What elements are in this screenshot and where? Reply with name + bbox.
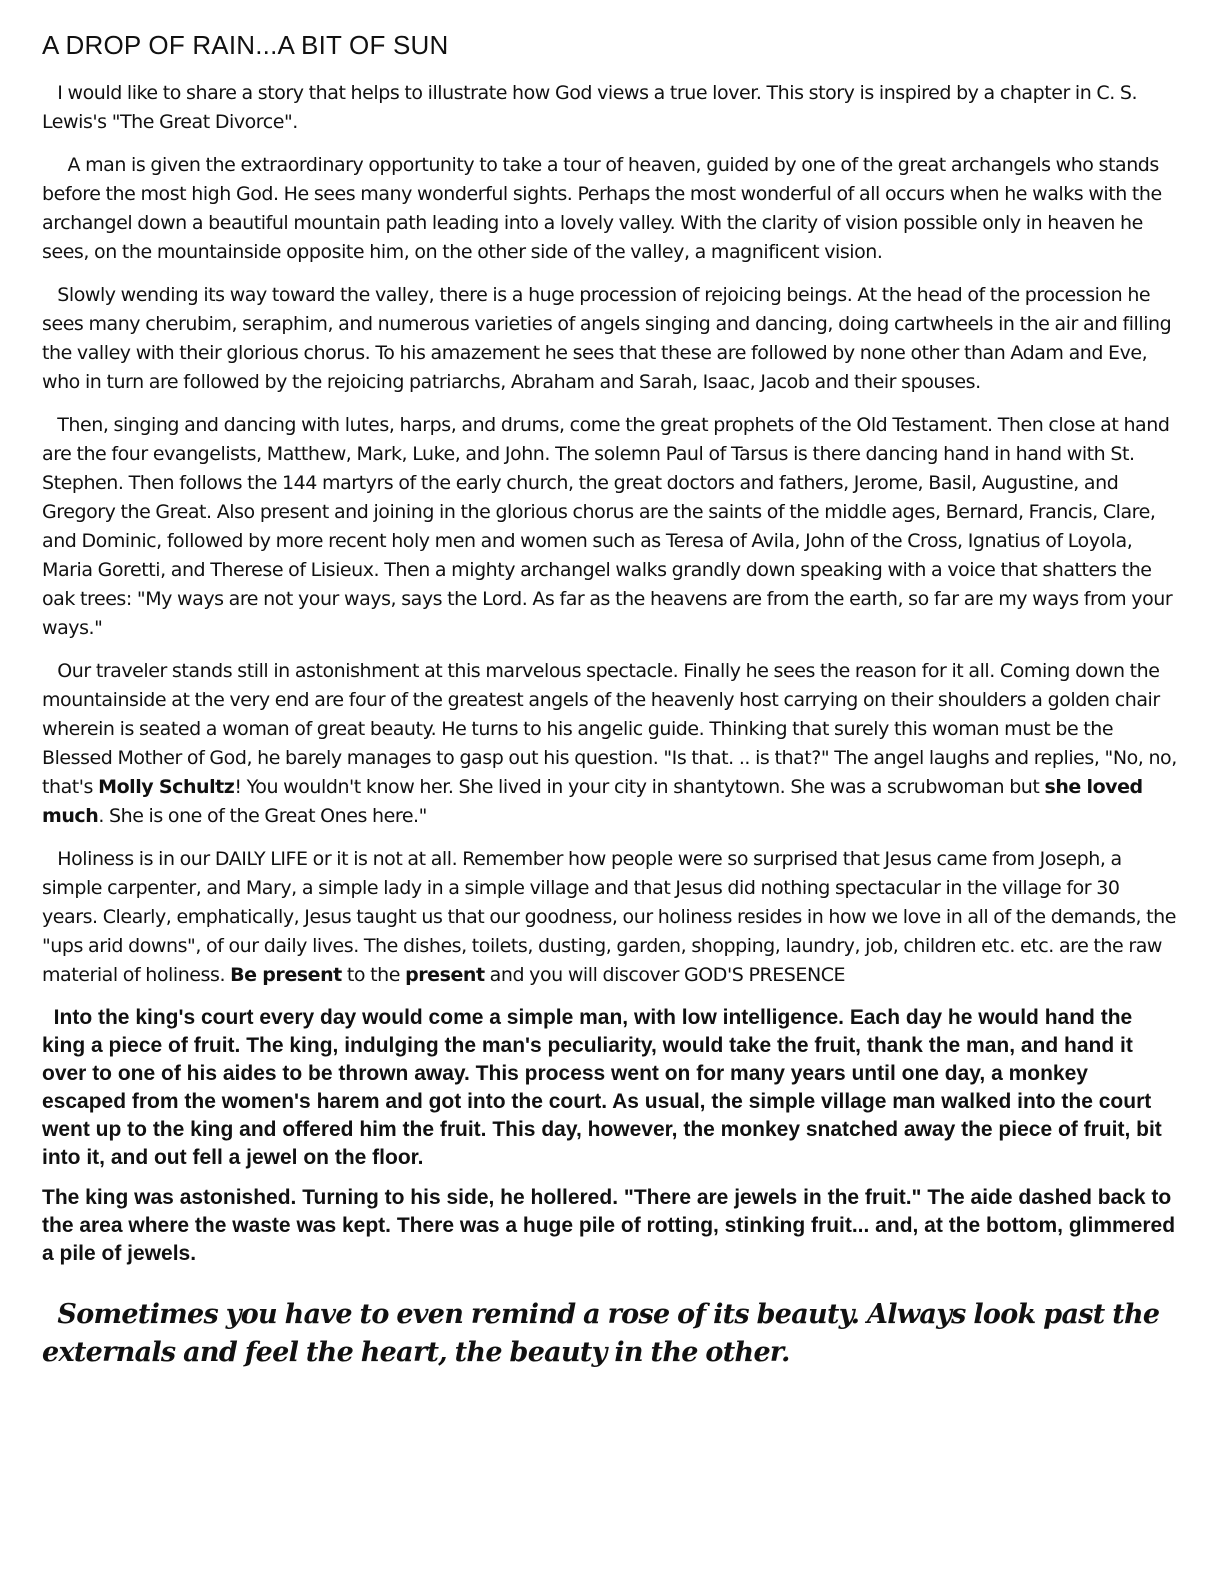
procession-paragraph: Slowly wending its way toward the valley, there is a huge procession of rejoicing beings. At the head of the procession he sees many cherubim, seraphim, and numerous varieties of angels singing and dancing, doing cartwheels in the air and filling the valley with their glorious chorus. To his amazement he sees that these are followed by none other than Adam and Eve, who in turn are followed by the rejoicing patriarchs, Abraham and Sarah, Isaac, Jacob and their spouses. bbox=[42, 284, 1172, 393]
bold-phrase: Be present bbox=[230, 964, 342, 986]
paragraph-text: Our traveler stands still in astonishment at this marvelous spectacle. Finally he sees the reason for it all. Coming down the mountainside at the very end are four of the greatest angels of the heavenly host carrying on their shoulders a golden chair wherein is seated a woman of great beauty. He turns to his angelic guide. Thinking that surely this woman must be the Blessed Mother of God, he barely manages to gasp out his question. "Is that. .. is that?" The angel laughs and replies, "No, no, that's bbox=[42, 660, 1177, 798]
bold-phrase: present bbox=[405, 964, 485, 986]
paragraph-text: Holiness is in our DAILY LIFE or it is not at all. Remember how people were so surprised that Jesus came from Joseph, a simple carpenter, and Mary, a simple lady in a simple village and that Jesus did nothing spectacular in the village for 30 years. Clearly, emphatically, Jesus taught us that our goodness, our holiness resides in how we love in all of the demands, the "ups arid downs", of our daily lives. The dishes, toilets, dusting, garden, shopping, laundry, job, children etc. etc. are the raw material of holiness. bbox=[42, 848, 1176, 986]
paragraph-text: to the bbox=[341, 964, 406, 986]
king-court-paragraph: Into the king's court every day would come a simple man, with low intelligence. Each day he would hand the king a piece of fruit. The king, indulging the man's peculiarity, would take the fruit, thank the man, and hand it over to one of his aides to be thrown away. This process went on for many years until one day, a monkey escaped from the women's harem and got into the court. As usual, the simple village man walked into the court went up to the king and offered him the fruit. This day, however, the monkey snatched away the piece of fruit, bit into it, and out fell a jewel on the floor. bbox=[42, 1006, 1162, 1169]
bold-name: Molly Schultz bbox=[98, 776, 235, 798]
document-title: A DROP OF RAIN...A BIT OF SUN bbox=[42, 30, 449, 60]
heaven-tour-paragraph: A man is given the extraordinary opportunity to take a tour of heaven, guided by one of the great archangels who stands before the most high God. He sees many wonderful sights. Perhaps the most wonderful of all occurs when he walks with the archangel down a beautiful mountain path leading into a lovely valley. With the clarity of vision possible only in heaven he sees, on the mountainside opposite him, on the other side of the valley, a magnificent vision. bbox=[42, 154, 1162, 263]
closing-quote: Sometimes you have to even remind a rose of its beauty. Always look past the externals and feel the heart, the beauty in the other. bbox=[42, 1299, 1160, 1368]
jewels-paragraph: The king was astonished. Turning to his side, he hollered. "There are jewels in the fruit." The aide dashed back to the area where the waste was kept. There was a huge pile of rotting, stinking fruit... and, at the bottom, glimmered a pile of jewels. bbox=[42, 1186, 1176, 1265]
paragraph-text: . She is one of the Great Ones here." bbox=[98, 805, 427, 827]
intro-paragraph: I would like to share a story that helps to illustrate how God views a true lover. This story is inspired by a chapter in C. S. Lewis's "The Great Divorce". bbox=[42, 82, 1138, 133]
bold-phrase: she loved much bbox=[42, 776, 1143, 827]
document-page bbox=[42, 30, 1177, 1372]
saints-paragraph: Then, singing and dancing with lutes, harps, and drums, come the great prophets of the Old Testament. Then close at hand are the four evangelists, Matthew, Mark, Luke, and John. The solemn Paul of Tarsus is there dancing hand in hand with St. Stephen. Then follows the 144 martyrs of the early church, the great doctors and fathers, Jerome, Basil, Augustine, and Gregory the Great. Also present and joining in the glorious chorus are the saints of the middle ages, Bernard, Francis, Clare, and Dominic, followed by more recent holy men and women such as Teresa of Avila, John of the Cross, Ignatius of Loyola, Maria Goretti, and Therese of Lisieux. Then a mighty archangel walks grandly down speaking with a voice that shatters the oak trees: "My ways are not your ways, says the Lord. As far as the heavens are from the earth, so far are my ways from your ways." bbox=[42, 414, 1173, 639]
holiness-paragraph bbox=[42, 845, 1177, 990]
paragraph-text: ! You wouldn't know her. She lived in your city in shantytown. She was a scrubwoman but bbox=[234, 776, 1045, 798]
molly-schultz-paragraph bbox=[42, 657, 1177, 831]
paragraph-text: and you will discover GOD'S PRESENCE bbox=[484, 964, 846, 986]
